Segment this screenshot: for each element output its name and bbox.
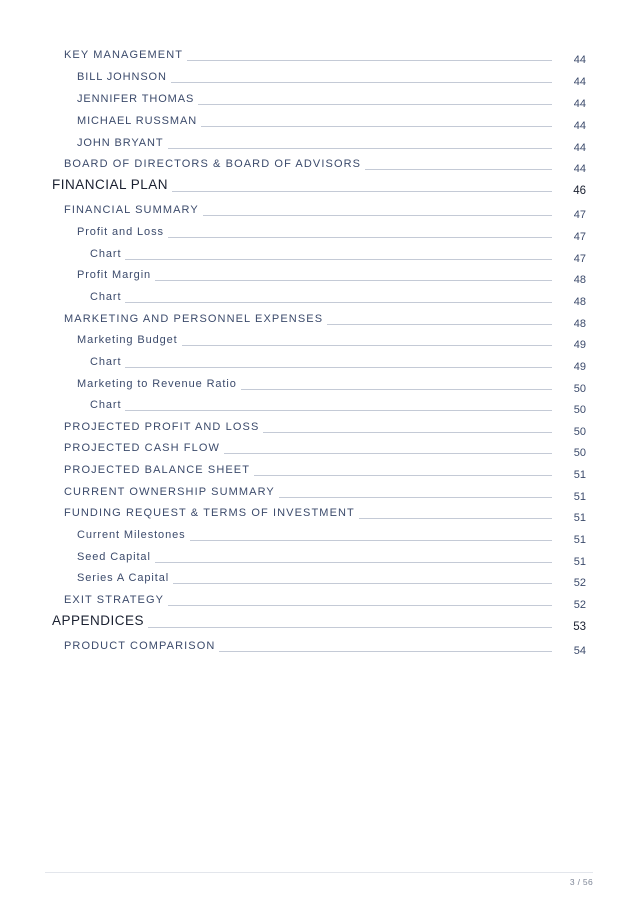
toc-leader-line: [125, 409, 552, 411]
toc-leader-line: [241, 388, 552, 390]
toc-entry[interactable]: [64, 591, 586, 611]
toc-page-number: 48: [573, 318, 586, 330]
toc-entry[interactable]: [64, 504, 586, 524]
toc-entry-label: Profit and Loss: [77, 226, 164, 238]
toc-entry-label: BILL JOHNSON: [77, 71, 167, 83]
toc-entry-label: PROJECTED CASH FLOW: [64, 442, 220, 454]
toc-leader-line: [254, 474, 552, 476]
toc-entry-label: Current Milestones: [77, 529, 186, 541]
toc-entry[interactable]: [64, 483, 586, 503]
toc-entry-label: JENNIFER THOMAS: [77, 93, 195, 105]
toc-entry-label: Chart: [90, 291, 122, 303]
toc-entry-label: Seed Capital: [77, 551, 151, 563]
toc-page-number: 51: [573, 469, 586, 481]
toc-entry-label: Marketing to Revenue Ratio: [77, 378, 237, 390]
toc-page-number: 50: [573, 383, 586, 395]
toc-entry-label: FUNDING REQUEST & TERMS OF INVESTMENT: [64, 507, 355, 519]
toc-entry[interactable]: [77, 112, 586, 132]
toc-entry[interactable]: [77, 134, 586, 154]
toc-entry[interactable]: [64, 155, 586, 175]
toc-entry-label: Series A Capital: [77, 572, 170, 584]
page-number-indicator: 3 / 56: [569, 877, 593, 887]
toc-entry-label: FINANCIAL SUMMARY: [64, 204, 199, 216]
toc-entry[interactable]: [90, 288, 586, 308]
toc-entry-label: JOHN BRYANT: [77, 137, 164, 149]
toc-page-number: 44: [573, 120, 586, 132]
toc-page-number: 50: [573, 426, 586, 438]
toc-entry-label: Chart: [90, 399, 122, 411]
toc-leader-line: [359, 517, 552, 519]
toc-entry-label: Chart: [90, 356, 122, 368]
toc-entry[interactable]: [90, 396, 586, 416]
toc-page-number: 50: [573, 447, 586, 459]
toc-page-number: 52: [573, 577, 586, 589]
toc-leader-line: [148, 626, 552, 628]
toc-page-number: 46: [573, 185, 586, 197]
toc-entry-label: Marketing Budget: [77, 334, 178, 346]
toc-page-number: 44: [573, 76, 586, 88]
toc-entry-label: APPENDICES: [52, 613, 145, 628]
toc-leader-line: [168, 147, 552, 149]
toc-entry-label: BOARD OF DIRECTORS & BOARD OF ADVISORS: [64, 158, 362, 170]
toc-entry-label: Profit Margin: [77, 269, 152, 281]
toc-entry[interactable]: [77, 569, 586, 589]
toc-page-number: 44: [573, 98, 586, 110]
toc-leader-line: [187, 59, 552, 61]
toc-leader-line: [365, 168, 552, 170]
toc-leader-line: [279, 496, 552, 498]
toc-entry[interactable]: [77, 331, 586, 351]
toc-entry[interactable]: [77, 68, 586, 88]
toc-entry[interactable]: [64, 310, 586, 330]
toc-leader-line: [327, 323, 552, 325]
toc-entry-label: MICHAEL RUSSMAN: [77, 115, 198, 127]
toc-page-number: 52: [573, 599, 586, 611]
toc-entry[interactable]: [77, 266, 586, 286]
toc-entry[interactable]: [77, 526, 586, 546]
toc-leader-line: [171, 81, 552, 83]
toc-entry[interactable]: [90, 245, 586, 265]
toc-page-number: 47: [573, 209, 586, 221]
toc-page-number: 48: [573, 274, 586, 286]
toc-entry-label: KEY MANAGEMENT: [64, 49, 184, 61]
toc-page-number: 50: [573, 404, 586, 416]
toc-page-number: 49: [573, 361, 586, 373]
toc-page-number: 51: [573, 534, 586, 546]
toc-leader-line: [173, 582, 552, 584]
toc-entry[interactable]: [64, 418, 586, 438]
toc-section-heading[interactable]: [52, 613, 586, 633]
toc-entry-label: PROJECTED BALANCE SHEET: [64, 464, 251, 476]
toc-entry[interactable]: [64, 439, 586, 459]
toc-entry[interactable]: [77, 375, 586, 395]
toc-entry-label: Chart: [90, 248, 122, 260]
toc-page-number: 48: [573, 296, 586, 308]
toc-leader-line: [224, 452, 552, 454]
toc-entry-label: EXIT STRATEGY: [64, 594, 165, 606]
toc-leader-line: [155, 561, 552, 563]
toc-page-number: 54: [573, 645, 586, 657]
toc-entry[interactable]: [90, 353, 586, 373]
toc-entry[interactable]: [64, 46, 586, 66]
toc-entry[interactable]: [77, 548, 586, 568]
toc-leader-line: [172, 190, 552, 192]
toc-page-number: 53: [573, 621, 586, 633]
toc-leader-line: [125, 301, 552, 303]
toc-entry[interactable]: [64, 461, 586, 481]
footer-divider: [45, 872, 593, 873]
toc-leader-line: [155, 279, 552, 281]
toc-leader-line: [201, 125, 552, 127]
toc-entry-label: CURRENT OWNERSHIP SUMMARY: [64, 486, 275, 498]
toc-page-number: 44: [573, 163, 586, 175]
toc-page-number: 51: [573, 556, 586, 568]
toc-leader-line: [168, 236, 552, 238]
toc-leader-line: [203, 214, 552, 216]
toc-leader-line: [190, 539, 552, 541]
toc-section-heading[interactable]: [52, 177, 586, 197]
toc-page-number: 49: [573, 339, 586, 351]
toc-page-number: 44: [573, 54, 586, 66]
toc-entry-label: MARKETING AND PERSONNEL EXPENSES: [64, 313, 324, 325]
toc-entry-label: PRODUCT COMPARISON: [64, 640, 216, 652]
toc-entry[interactable]: [77, 90, 586, 110]
toc-page-number: 51: [573, 491, 586, 503]
toc-entry[interactable]: [64, 637, 586, 657]
toc-page-number: 44: [573, 142, 586, 154]
toc-page-number: 51: [573, 512, 586, 524]
toc-leader-line: [198, 103, 552, 105]
toc-entry[interactable]: [64, 201, 586, 221]
toc-leader-line: [219, 650, 552, 652]
toc-leader-line: [125, 258, 552, 260]
toc-page-number: 47: [573, 231, 586, 243]
toc-entry-label: PROJECTED PROFIT AND LOSS: [64, 421, 260, 433]
toc-leader-line: [182, 344, 552, 346]
toc-leader-line: [125, 366, 552, 368]
toc-entry-label: FINANCIAL PLAN: [52, 177, 169, 192]
toc-leader-line: [168, 604, 552, 606]
toc-page-number: 47: [573, 253, 586, 265]
toc-leader-line: [263, 431, 552, 433]
toc-entry[interactable]: [77, 223, 586, 243]
